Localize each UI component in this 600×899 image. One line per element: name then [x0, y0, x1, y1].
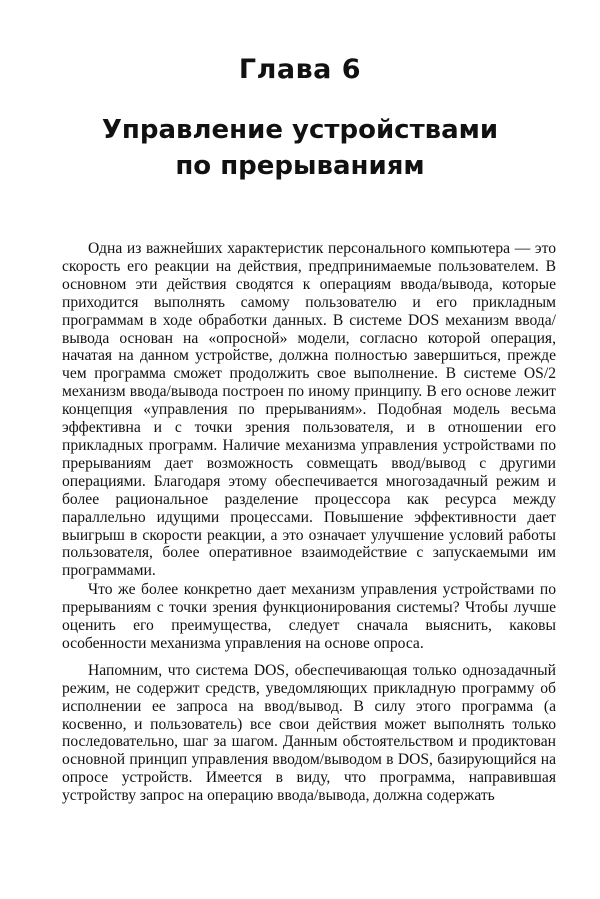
paragraph: Напомним, что система DOS, обеспечивающая только однозадачный режим, не содержит средств, уведомляющих прикладную программу об исполнении ее запроса на ввод/вывод. В силу этого программа (а косвенно, и пользователь) все свои действия может выполнять только последовательно, шаг за шагом. Данным обстоятельством и продиктован основной принцип управления вводом/выводом в DOS, базирующийся на опросе устройств. Имеется в виду, что программа, направившая устройству запрос на операцию ввода/вывода, должна содержать	[62, 661, 556, 805]
chapter-title-line: Управление устройствами	[101, 115, 499, 145]
paragraph: Что же более конкретно дает механизм управления устройствами по прерываниям с точки зрения функционирования системы? Чтобы лучше оценить его преимущества, следует сначала выяснить, каковы особенности механизма управления на основе опроса.	[62, 581, 556, 652]
chapter-title-line: по прерываниям	[175, 151, 425, 181]
chapter-number: Глава 6	[238, 54, 362, 85]
body-text	[62, 240, 556, 805]
paragraph: Одна из важнейших характеристик персонального компьютера — это скорость его реакции на действия, предпринимаемые пользователем. В основном эти действия сводятся к операциям ввода/вывода, которые приходится выполнять самому пользователю и его прикладным программам в ходе обработки данных. В системе DOS механизм ввода/вывода основан на «опросной» модели, согласно которой операция, начатая на данном устройстве, должна полностью завершиться, прежде чем программа сможет продолжить свое выполнение. В системе OS/2 механизм ввода/вывода построен по иному принципу. В его основе лежит концепция «управления по прерываниям». Подобная модель весьма эффективна и с точки зрения пользователя, и в отношении его прикладных программ. Наличие механизма управления устройствами по прерываниям дает возможность совмещать ввод/вывод с другими операциями. Благодаря этому обеспечивается многозадачный режим и более рациональное разделение процессора как ресурса между параллельно идущими процессами. Повышение эффективности дает выигрыш в скорости реакции, а это означает улучшение условий работы пользователя, более оперативное взаимодействие с запускаемыми им программами.	[62, 240, 556, 580]
chapter-title	[60, 112, 540, 184]
